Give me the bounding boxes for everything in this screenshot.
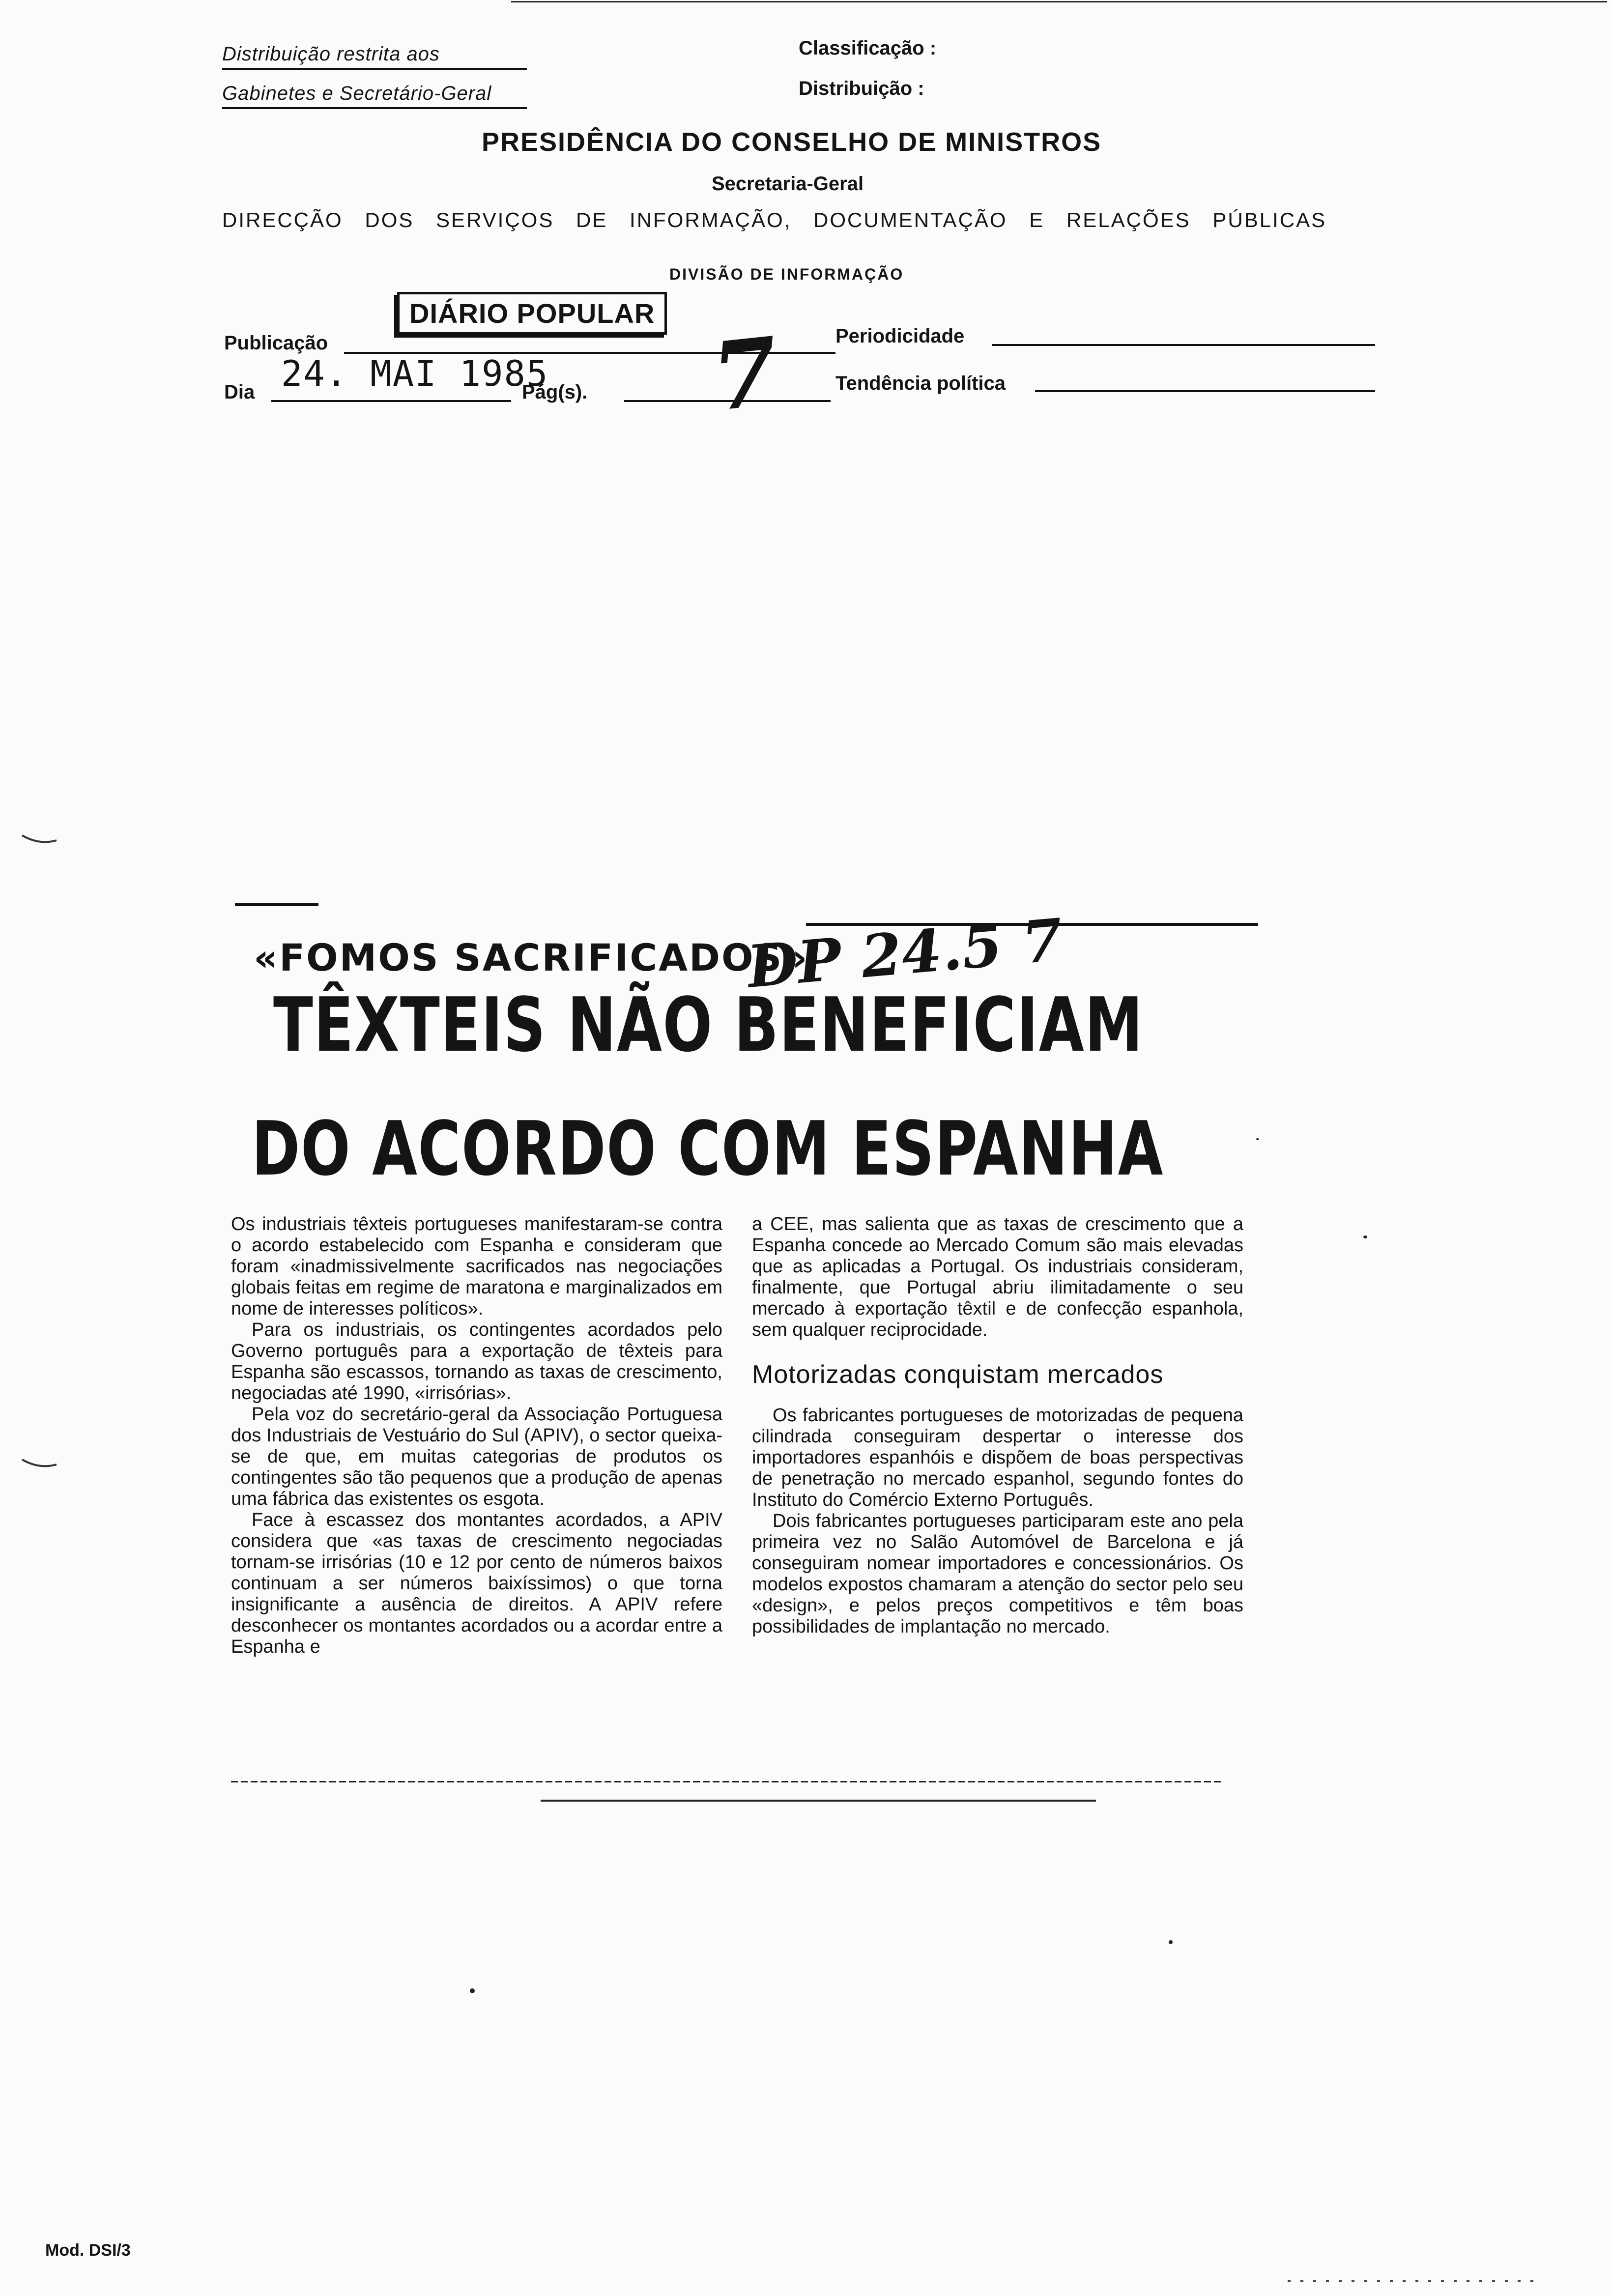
scan-mark	[20, 1455, 59, 1474]
headline-line2: DO ACORDO COM ESPANHA	[252, 1105, 1164, 1192]
restricted-distribution-line2: Gabinetes e Secretário-Geral	[222, 83, 492, 104]
paragraph: Os fabricantes portugueses de motorizadas de pequena cilindrada conseguiram despertar o interesse dos importadores espanhóis e dispõem de boas perspectivas de penetração no mercado espanhol, segundo fontes do Instituto do Comércio Externo Português.	[752, 1405, 1243, 1510]
scan-edge-bottom	[1288, 2280, 1533, 2282]
paragraph: Dois fabricantes portugueses participaram este ano pela primeira vez no Salão Automóvel de Barcelona e já conseguiram nomear importadores e concessionários. Os modelos expostos chamaram a atenção do sector pelo seu «design», e pelos preços competitivos e têm boas possibilidades de implantação no mercado.	[752, 1511, 1243, 1637]
classification-label: Classificação :	[799, 37, 937, 59]
article-bottom-rule	[541, 1800, 1096, 1802]
political-tendency-underline	[1035, 390, 1375, 392]
publication-stamp: DIÁRIO POPULAR	[397, 292, 667, 335]
form-code: Mod. DSI/3	[45, 2241, 131, 2260]
paragraph: Os industriais têxteis portugueses manifestaram-se contra o acordo estabelecido com Espanha e consideram que foram «inadmissivelmente sacrificados nas negociações globais feitas em regime de maratona e marginalizados em nome de interesses políticos».	[231, 1214, 722, 1319]
organization-title: PRESIDÊNCIA DO CONSELHO DE MINISTROS	[482, 127, 1102, 157]
article-subhead: Motorizadas conquistam mercados	[752, 1360, 1164, 1389]
division-title: DIVISÃO DE INFORMAÇÃO	[669, 265, 904, 283]
article-top-rule	[235, 903, 318, 906]
handwritten-page-number: 7	[707, 316, 783, 432]
directorate-title: DIRECÇÃO DOS SERVIÇOS DE INFORMAÇÃO, DOCUMENTAÇÃO E RELAÇÕES PÚBLICAS	[222, 208, 1327, 231]
distribution-label: Distribuição :	[799, 78, 924, 99]
day-label: Dia	[224, 381, 255, 403]
restricted-distribution-line1: Distribuição restrita aos	[222, 43, 440, 65]
paragraph: Para os industriais, os contingentes acordados pelo Governo português para a exportação de têxteis para Espanha são escassos, tornando as taxas de crescimento, negociadas até 1990, «irrisórias».	[231, 1320, 722, 1404]
divider	[222, 107, 527, 109]
scan-speck	[1169, 1940, 1173, 1944]
publication-label: Publicação	[224, 332, 328, 354]
paragraph: a CEE, mas salienta que as taxas de crescimento que a Espanha concede ao Mercado Comum são mais elevadas que as aplicadas a Portugal. Os industriais consideram, finalmente, que Portugal abriu ilimitadamente o seu mercado à exportação têxtil e de confecção espanhola, sem qualquer reciprocidade.	[752, 1214, 1243, 1340]
scan-mark	[20, 831, 59, 850]
article-column-1	[231, 1214, 722, 1658]
headline-line1: TÊXTEIS NÃO BENEFICIAM	[273, 981, 1144, 1068]
article-bottom-rule	[231, 1781, 1224, 1782]
scan-speck	[1256, 1138, 1259, 1140]
political-tendency-label: Tendência política	[835, 373, 1006, 394]
handwritten-annotation: DP 24.5 7	[745, 905, 1065, 1001]
paragraph: Face à escassez dos montantes acordados, a APIV considera que «as taxas de crescimento negociadas tornam-se irrisórias (10 e 12 por cento de números baixos continuam a ser números baixíssimos) o que torna insignificante a ausência de direitos. A APIV refere desconhecer os montantes acordados ou a acordar entre a Espanha e	[231, 1510, 722, 1657]
article-kicker: «FOMOS SACRIFICADOS»	[254, 936, 809, 979]
day-underline	[271, 400, 511, 402]
article-column-2	[752, 1214, 1243, 1637]
scan-speck	[1363, 1235, 1367, 1238]
department-title: Secretaria-Geral	[712, 173, 864, 195]
periodicity-label: Periodicidade	[835, 325, 965, 347]
pages-label: Pág(s).	[522, 381, 588, 403]
divider	[222, 68, 527, 70]
periodicity-underline	[992, 344, 1375, 346]
date-stamp: 24. MAI 1985	[281, 353, 549, 394]
scan-speck	[470, 1988, 475, 1993]
scan-edge-top	[511, 1, 1607, 2]
paragraph: Pela voz do secretário-geral da Associação Portuguesa dos Industriais de Vestuário do Sul (APIV), o sector queixa-se de que, em muitas categorias de produtos os contingentes são tão pequenos que a produção de apenas uma fábrica das existentes os esgota.	[231, 1404, 722, 1509]
